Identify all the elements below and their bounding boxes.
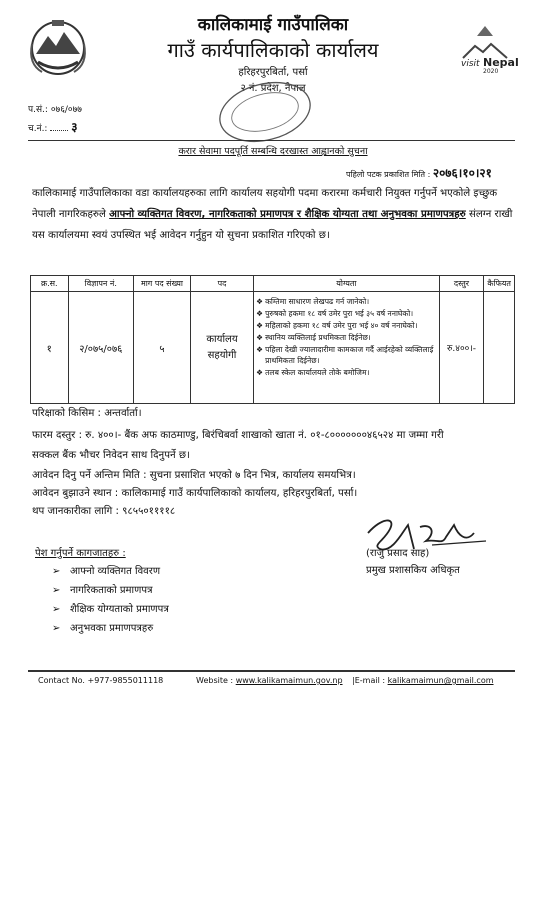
footer-email: |E-mail : kalikamaimun@gmail.com [352,676,494,685]
col-remarks: कैफियत [484,276,515,292]
arrow-bullet-icon: ➢ [52,604,61,615]
qualification-item: ❖ महिलाको हकमा १८ वर्ष उमेर पुरा भई ४० वर्ष ननाघेको। [256,321,418,330]
ref-value: ०७६/०७७ [50,105,82,115]
publish-date [346,164,492,181]
arrow-bullet-icon: ➢ [52,623,61,634]
col-adv-no: विज्ञापन नं. [68,276,133,292]
diamond-bullet-icon: ❖ [256,345,263,354]
table-row [31,292,515,404]
fee-details-2: सक्कल बैंक भौचर निवेदन साथ दिनुपर्ने छ। [32,450,190,461]
ref-label: प.सं.: [28,105,48,115]
col-post: पद [190,276,253,292]
diamond-bullet-icon: ❖ [256,309,263,318]
publish-date-label: पहिलो पटक प्रकाशित मिति : [346,170,431,179]
footer-divider [28,670,515,672]
office-stamp [210,78,320,146]
cell-adv-no: २/०७५/०७६ [68,292,133,404]
cell-remarks [484,292,515,404]
arrow-bullet-icon: ➢ [52,566,61,577]
qualification-item: ❖ पहिला देखी ज्यालादारीमा कामकाज गर्दै आईरहेको व्यक्तिलाई प्राथमिकता दिईनेछ। [256,345,434,365]
officer-title: प्रमुख प्रशासकिय अधिकृत [366,565,460,576]
cell-sn: १ [31,292,69,404]
col-post-count: माग पद संख्या [134,276,191,292]
diamond-bullet-icon: ❖ [256,297,263,306]
cell-fee: रु.४००।- [439,292,484,404]
email-label: E-mail : [354,676,386,685]
list-item: ➢ शैक्षिक योग्यताको प्रमाणपत्र [52,604,169,615]
intro-text-1: कालिकामाई गाउँपालिकाका वडा कार्यालयहरुका लागि कार्यालय सहयोगी पदमा करारमा कर्मचारी नियुक्त गर्नुपर्ने भएकोले इच्छुक नेपाली नागरिकहरुले [32,188,498,220]
header-divider [28,140,515,141]
footer-contact: Contact No. +977-9855011118 [38,676,164,685]
fee-details-1: फारम दस्तुर : रु. ४००।- बैंक अफ काठमाण्डु, बिरंचिबर्वा शाखाको खाता नं. ०१-८०००००००४६५२४ मा जम्मा गरी [32,430,444,441]
qualification-item: ❖ स्थानिय व्यक्तिलाई प्रथमिकता दिईनेछ। [256,333,371,342]
cell-qualifications [254,292,440,404]
footer-website [196,676,343,685]
province-name: २ नं. प्रदेश, नेपाल [240,83,306,94]
svg-text:2020: 2020 [483,68,499,75]
intro-text-2: संलग्न राखी यस कार्यालयमा स्वयं उपस्थित भई आवेदन गर्नुहुन यो सुचना प्रकाशित गरिएको छ। [32,209,513,241]
visit-nepal-logo [455,22,519,75]
list-item: ➢ नागरिकताको प्रमाणपत्र [52,585,153,596]
exam-type: परिक्षाको किसिम : अन्तर्वार्ता। [32,408,142,419]
diamond-bullet-icon: ❖ [256,333,263,342]
contact-info: थप जानकारीका लागि : ९८५५०११११८ [32,506,176,517]
municipality-name: कालिकामाई गाउँपालिका [197,15,349,35]
deadline: आवेदन दिनु पर्ने अन्तिम मिति : सुचना प्रसाशित भएको ७ दिन भित्र, कार्यालय समयभित्र। [32,470,356,481]
qualification-item: ❖ पुरुषको हकमा १८ वर्ष उमेर पुरा भई ३५ वर्ष ननाघेको। [256,309,414,318]
website-label: Website : [196,676,234,685]
col-qualification: योग्यता [254,276,440,292]
email-link[interactable]: kalikamaimun@gmail.com [387,676,494,685]
dispatch-value: ३ [71,120,78,134]
svg-text:Nepal: Nepal [483,56,519,69]
svg-text:visit: visit [461,59,480,69]
col-fee: दस्तुर [439,276,484,292]
diamond-bullet-icon: ❖ [256,321,263,330]
list-item: ➢ अनुभवका प्रमाणपत्रहरु [52,623,154,634]
documents-heading: पेश गर्नुपर्ने कागजातहरु : [35,548,126,559]
officer-name: (राजु प्रसाद साह) [366,548,430,559]
list-item: ➢ आफ्नो व्यक्तिगत विवरण [52,566,161,577]
publish-date-value: २०७६।१०।२१ [432,166,492,180]
qualification-item: ❖ कम्तिमा साधारण लेखपढ गर्न जानेको। [256,297,370,306]
table-header-row [31,276,515,292]
dispatch-label: च.नं.: [28,124,48,134]
cell-count: ५ [134,292,191,404]
website-link[interactable]: www.kalikamaimun.gov.np [235,676,343,685]
office-name: गाउँ कार्यपालिकाको कार्यालय [167,38,379,62]
col-sn: क्र.स. [31,276,69,292]
diamond-bullet-icon: ❖ [256,368,263,377]
office-address: हरिहरपुरबिर्ता, पर्सा [238,67,308,78]
cell-post: कार्यालय सहयोगी [190,292,253,404]
dispatch-number [28,118,77,135]
notice-subject: करार सेवामा पदपूर्ति सम्बन्धि दरखास्त आह्वानको सुचना [178,146,368,157]
qualification-item: ❖ तलब स्केल कार्यालयले तोके बमोजिम। [256,368,370,377]
vacancy-table [30,275,515,404]
intro-required-docs: आफ्नो व्यक्तिगत विवरण, नागरिकताको प्रमाणपत्र र शैक्षिक योग्यता तथा अनुभवका प्रमाणपत्रहरु [109,209,466,220]
intro-paragraph [32,183,516,246]
arrow-bullet-icon: ➢ [52,585,61,596]
submission-place: आवेदन बुझाउने स्थान : कालिकामाई गाउँ कार्यपालिकाको कार्यालय, हरिहरपुरबिर्ता, पर्सा। [32,488,358,499]
reference-number [28,102,82,115]
